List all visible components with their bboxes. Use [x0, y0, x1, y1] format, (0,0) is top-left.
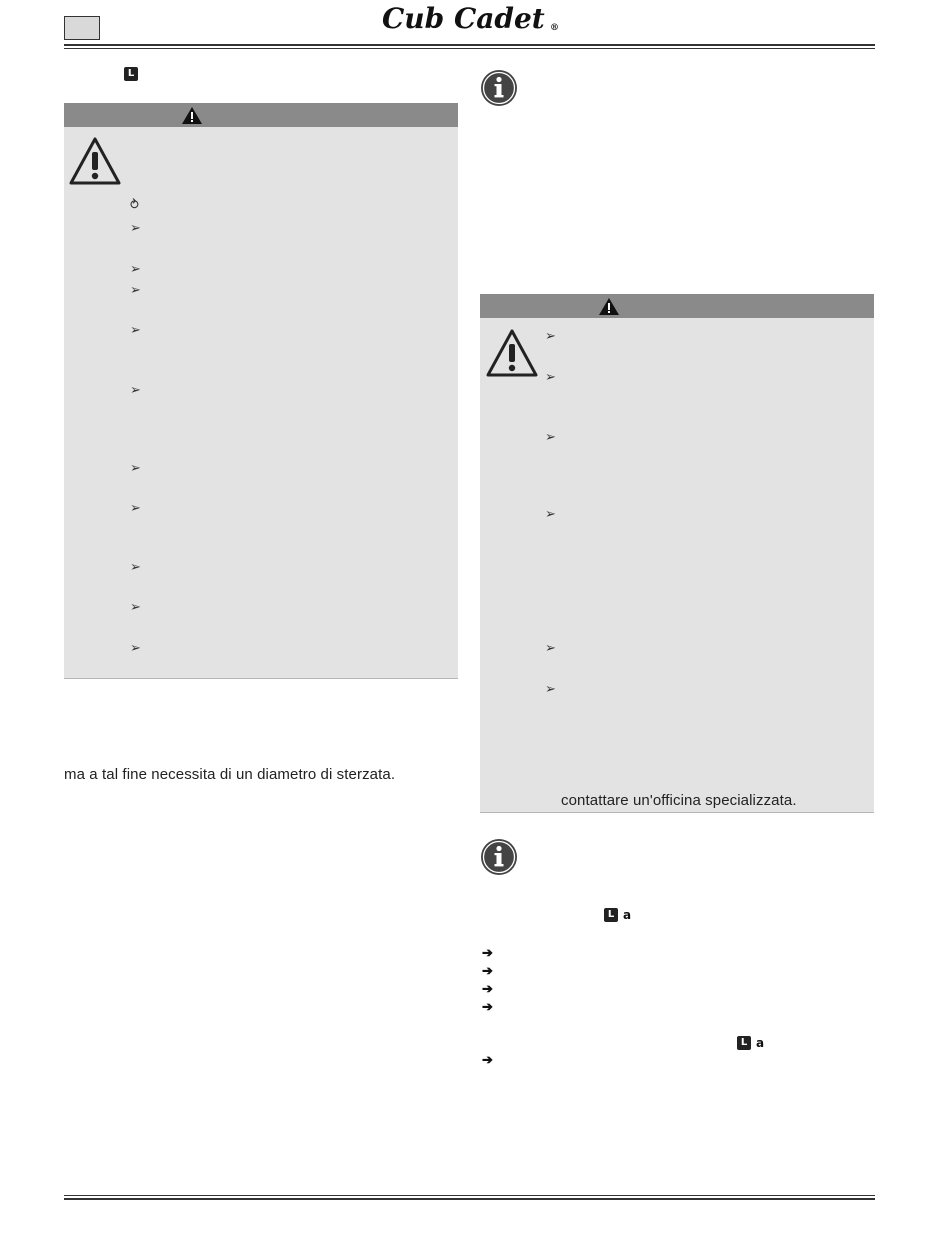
bullet-icon: ➢	[130, 220, 141, 235]
section-badge-l: L	[604, 908, 618, 922]
arrow-icon: ➔	[482, 981, 493, 996]
warning-triangle-icon	[485, 328, 539, 378]
info-icon	[480, 838, 518, 876]
brand-logo	[370, 2, 570, 36]
bullet-icon: ➢	[130, 322, 141, 337]
section-badge-l: L	[124, 67, 138, 81]
bullet-icon: ➢	[130, 559, 141, 574]
arrow-icon: ➔	[482, 1052, 493, 1067]
bullet-icon: ➢	[130, 460, 141, 475]
bullet-icon: ➢	[130, 261, 141, 276]
section-badge-l: L	[737, 1036, 751, 1050]
warning-bar	[64, 103, 458, 127]
badge-suffix: a	[623, 908, 632, 922]
bullet-icon: ➢	[130, 500, 141, 515]
brand-name: Cub Cadet	[382, 2, 545, 35]
registered-mark: ®	[550, 23, 559, 33]
warning-closing-text: contattare un'officina specializzata.	[561, 792, 797, 809]
bullet-icon: ➢	[545, 369, 556, 384]
bullet-icon: ➢	[130, 599, 141, 614]
bullet-icon: ➢	[545, 506, 556, 521]
warning-small-icon	[598, 297, 620, 316]
badge-suffix: a	[756, 1036, 765, 1050]
warning-triangle-icon	[68, 136, 122, 186]
bullet-icon: ➢	[545, 640, 556, 655]
bullet-icon: ➢	[545, 681, 556, 696]
bullet-icon: ➢	[545, 429, 556, 444]
warning-bar	[480, 294, 874, 318]
warning-box-left	[64, 103, 458, 679]
warning-small-icon	[181, 106, 203, 125]
footer-rule	[64, 1198, 875, 1200]
page-number-box	[64, 16, 100, 40]
bullet-icon: ➢	[130, 382, 141, 397]
info-icon	[480, 69, 518, 107]
bullet-icon: ➢	[545, 328, 556, 343]
header-rule	[64, 44, 875, 46]
body-text-left: ma a tal fine necessita di un diametro di sterzata.	[64, 766, 396, 783]
arrow-icon: ➔	[482, 999, 493, 1014]
arrow-icon: ➔	[482, 963, 493, 978]
header-rule-thin	[64, 48, 875, 49]
warning-box-right	[480, 294, 874, 813]
bullet-icon: ➢	[130, 640, 141, 655]
footer-rule-thin	[64, 1195, 875, 1196]
refresh-icon: ⥁	[130, 197, 139, 212]
arrow-icon: ➔	[482, 945, 493, 960]
bullet-icon: ➢	[130, 282, 141, 297]
